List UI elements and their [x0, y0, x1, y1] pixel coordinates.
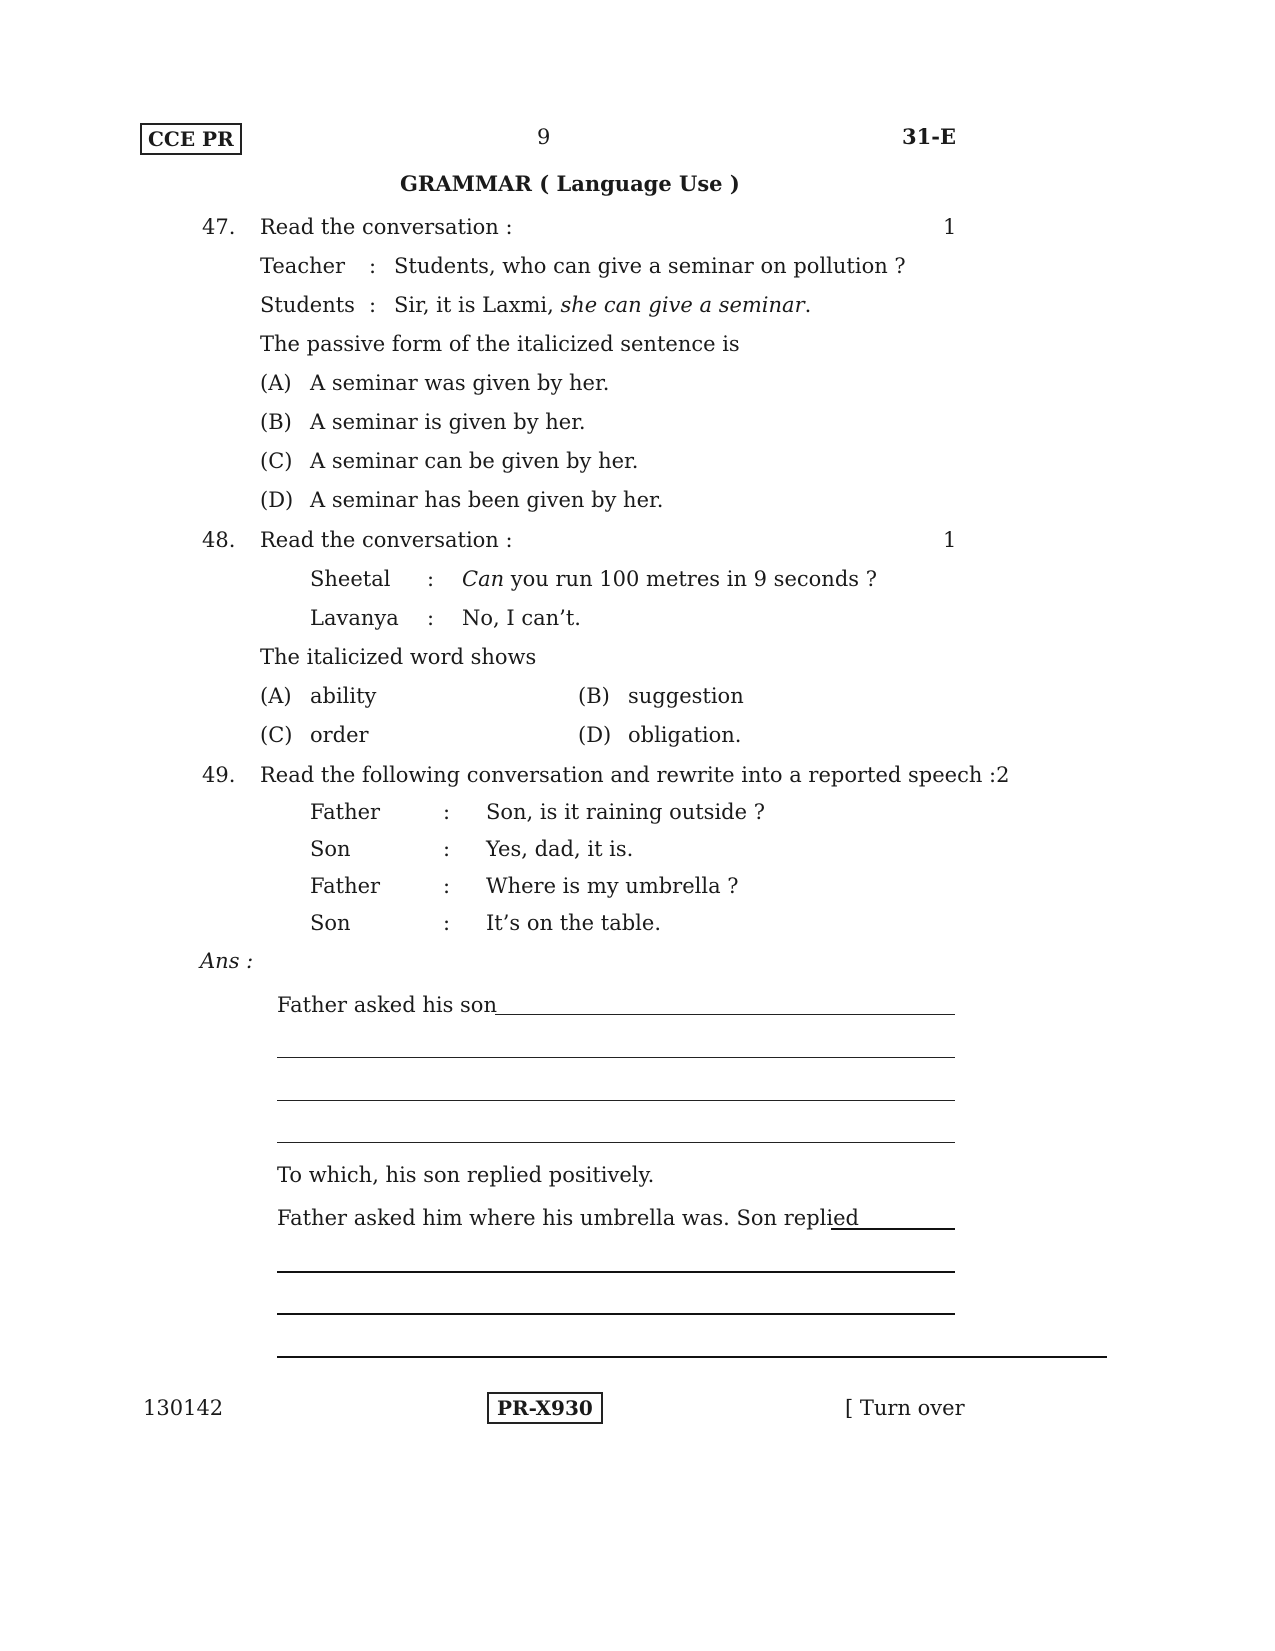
q48-number: 48. [202, 528, 236, 552]
answer-blank-1[interactable] [495, 1014, 955, 1015]
q47-marks: 1 [943, 215, 957, 239]
q47-line-students [394, 292, 811, 318]
answer-blank-7[interactable] [277, 1313, 955, 1315]
q48-option-b-text: suggestion [628, 684, 744, 708]
q49-line-1: Son, is it raining outside ? [486, 800, 765, 824]
page-number: 9 [537, 125, 551, 149]
q48-option-c-key: (C) [260, 723, 293, 747]
q47-number: 47. [202, 215, 236, 239]
footer-code: PR-X930 [497, 1396, 593, 1420]
q47-option-d-text: A seminar has been given by her. [310, 488, 664, 512]
q47-option-a-key: (A) [260, 371, 292, 395]
q48-sep-1: : [427, 567, 435, 591]
section-title: GRAMMAR ( Language Use ) [400, 171, 740, 196]
q47-speaker-teacher: Teacher [260, 254, 346, 278]
footer-code-box [487, 1392, 603, 1424]
q48-prompt: Read the conversation : [260, 528, 513, 552]
answer-line-2-text: To which, his son replied positively. [277, 1163, 655, 1187]
q48-speaker-lavanya: Lavanya [310, 606, 399, 630]
q47-option-b-text: A seminar is given by her. [310, 410, 586, 434]
q48-marks: 1 [943, 528, 957, 552]
q48-option-a-text: ability [310, 684, 377, 708]
q47-students-end: . [804, 293, 812, 317]
q48-option-c-text: order [310, 723, 369, 747]
answer-blank-2[interactable] [277, 1057, 955, 1058]
q48-question: The italicized word shows [260, 645, 537, 669]
q48-option-d-text: obligation. [628, 723, 742, 747]
q48-option-a-key: (A) [260, 684, 292, 708]
q49-line-4: It’s on the table. [486, 911, 661, 935]
q48-speaker-sheetal: Sheetal [310, 567, 391, 591]
q49-sep-3: : [443, 874, 451, 898]
q49-number: 49. [202, 763, 236, 787]
q47-line-teacher: Students, who can give a seminar on pollution ? [394, 254, 906, 278]
q49-prompt: Read the following conversation and rewrite into a reported speech :2 [260, 763, 1010, 787]
q47-students-plain: Sir, it is Laxmi, [394, 293, 561, 317]
answer-blank-3[interactable] [277, 1100, 955, 1101]
q47-speaker-students: Students [260, 293, 355, 317]
q47-sep-2: : [369, 293, 377, 317]
answer-blank-4[interactable] [277, 1142, 955, 1143]
q49-line-2: Yes, dad, it is. [486, 837, 634, 861]
q49-sep-2: : [443, 837, 451, 861]
q48-line-sheetal [462, 566, 877, 592]
q47-students-italic: she can give a seminar [560, 293, 805, 317]
header-left-label: CCE PR [148, 127, 234, 151]
q49-speaker-3: Father [310, 874, 381, 898]
q47-sep-1: : [369, 254, 377, 278]
answer-blank-6[interactable] [277, 1271, 955, 1273]
answer-blank-5[interactable] [831, 1228, 955, 1230]
answer-blank-8[interactable] [277, 1356, 1107, 1358]
q49-sep-1: : [443, 800, 451, 824]
header-code-box [140, 123, 242, 155]
q48-option-d-key: (D) [578, 723, 612, 747]
footer-serial: 130142 [143, 1396, 224, 1420]
q49-speaker-1: Father [310, 800, 381, 824]
q48-sheetal-italic: Can [462, 567, 505, 591]
q49-sep-4: : [443, 911, 451, 935]
q48-line-lavanya: No, I can’t. [462, 606, 581, 630]
answer-line-1-text: Father asked his son [277, 993, 497, 1017]
q49-speaker-2: Son [310, 837, 351, 861]
answer-label: Ans : [200, 949, 254, 973]
q47-question: The passive form of the italicized sentence is [260, 332, 740, 356]
q47-prompt: Read the conversation : [260, 215, 513, 239]
q49-line-3: Where is my umbrella ? [486, 874, 739, 898]
paper-code: 31-E [902, 124, 956, 149]
q47-option-d-key: (D) [260, 488, 294, 512]
q47-option-c-text: A seminar can be given by her. [310, 449, 639, 473]
q48-option-b-key: (B) [578, 684, 610, 708]
q47-option-a-text: A seminar was given by her. [310, 371, 610, 395]
q48-sheetal-plain: you run 100 metres in 9 seconds ? [504, 567, 877, 591]
answer-line-3-text: Father asked him where his umbrella was. Son replied [277, 1206, 859, 1230]
q49-speaker-4: Son [310, 911, 351, 935]
q47-option-c-key: (C) [260, 449, 293, 473]
q48-sep-2: : [427, 606, 435, 630]
q47-option-b-key: (B) [260, 410, 292, 434]
footer-turn-over: [ Turn over [845, 1396, 965, 1420]
